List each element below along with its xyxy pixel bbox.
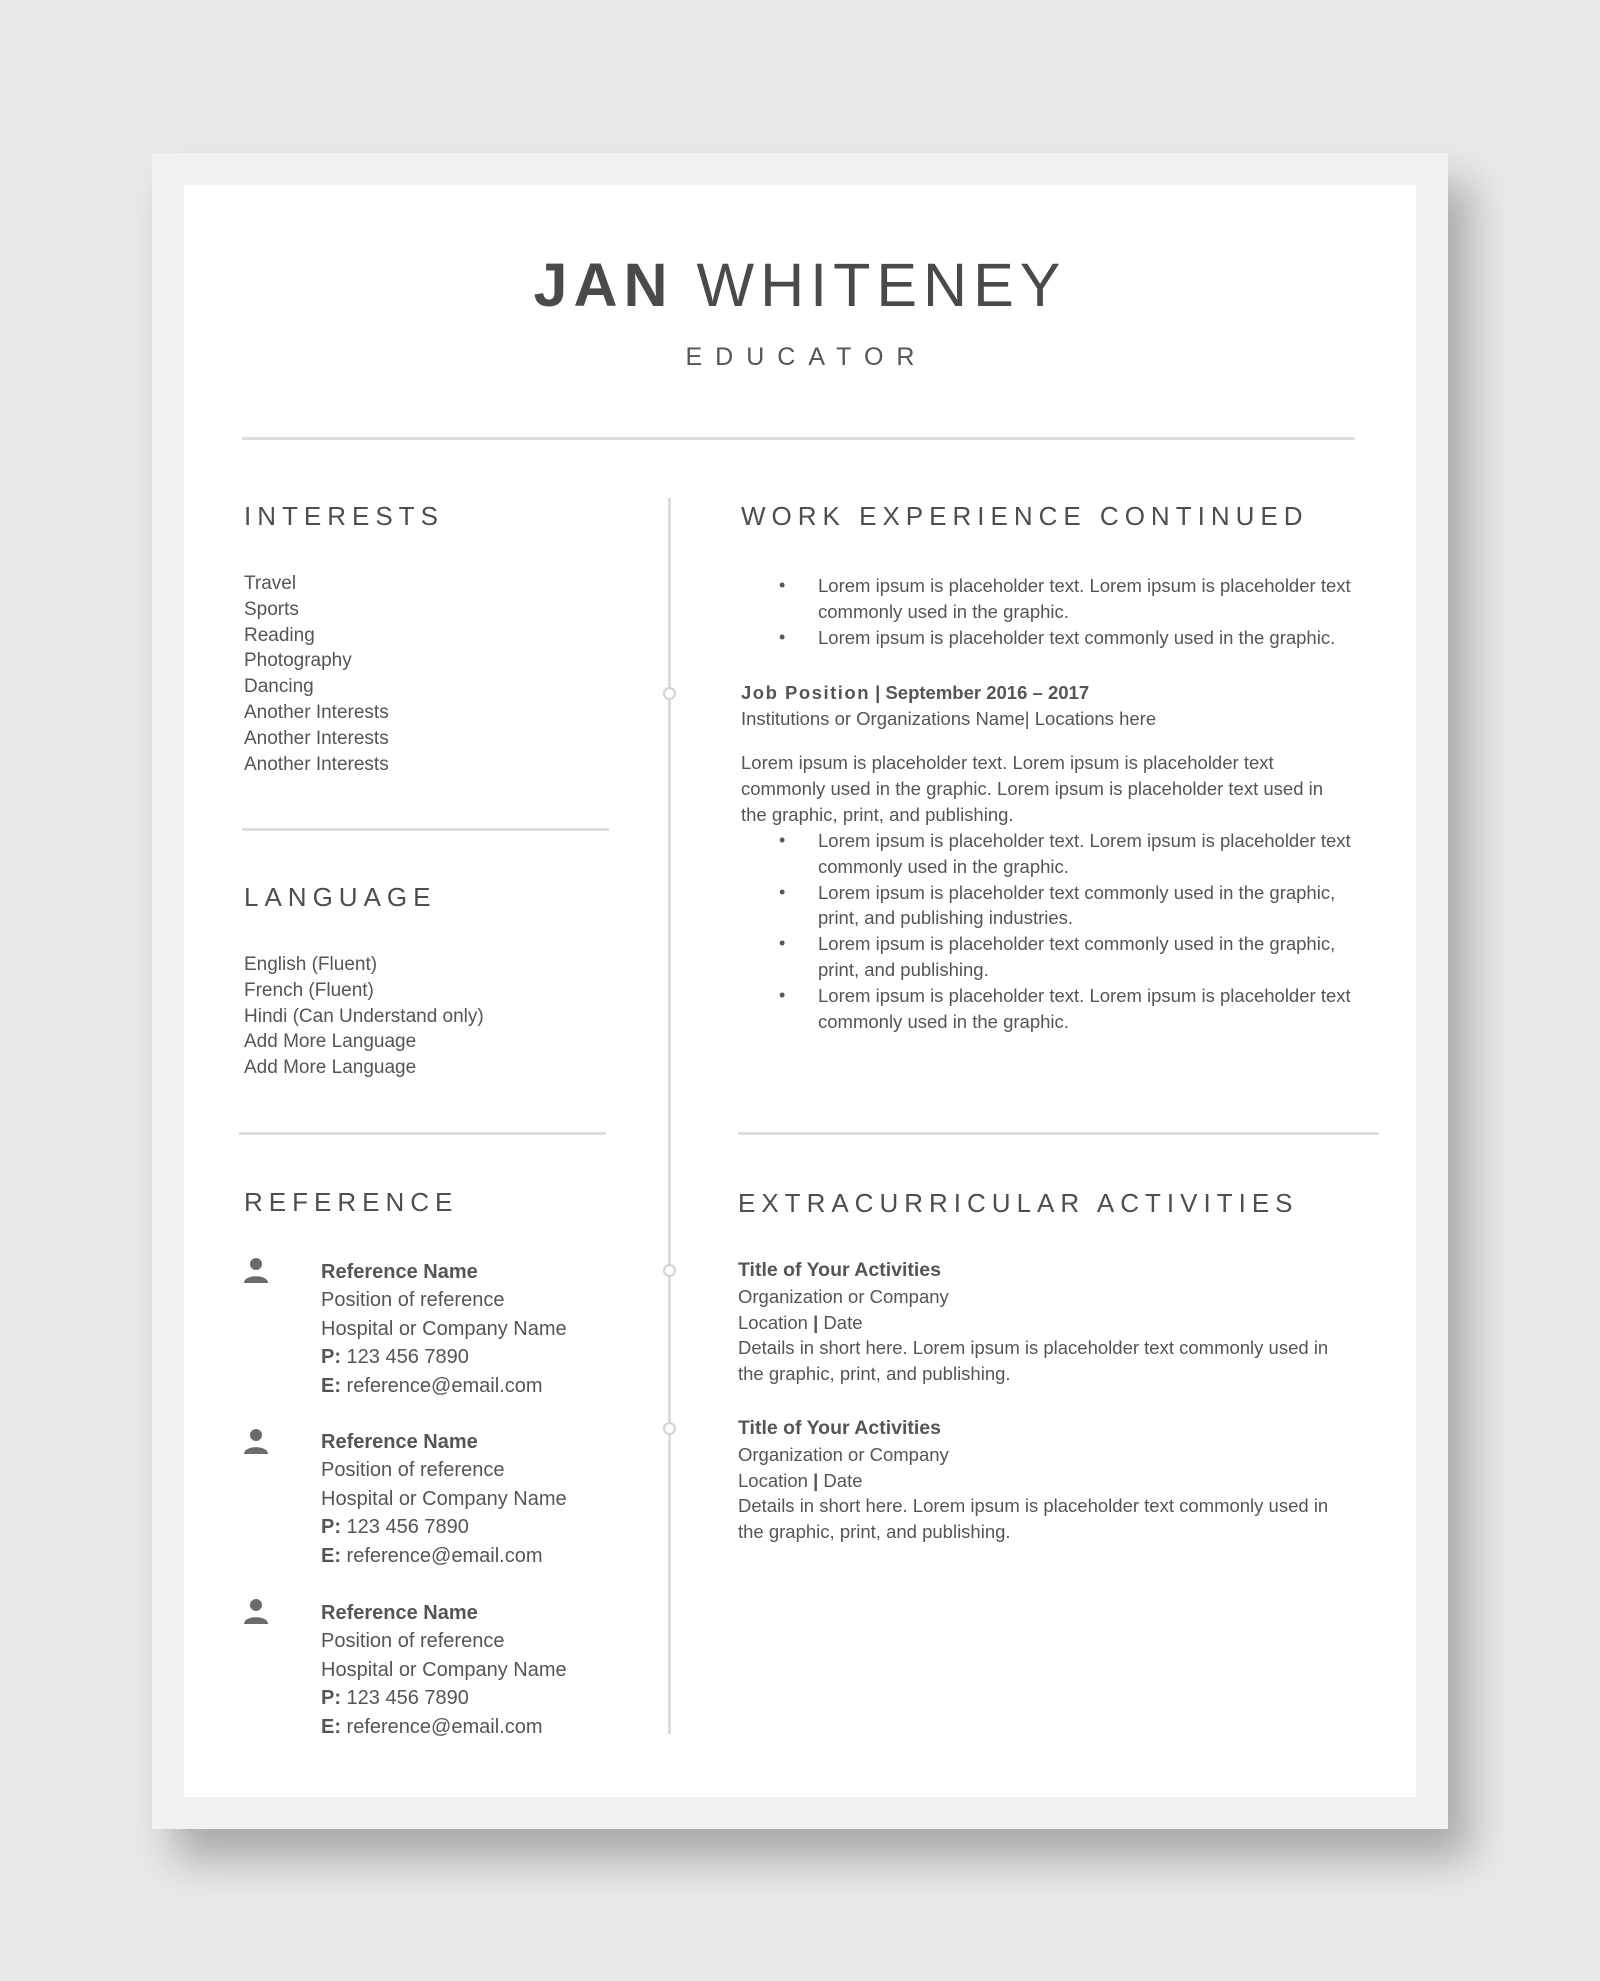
phone-label: P:	[321, 1687, 341, 1710]
activity-organization: Organization or Company	[738, 1443, 949, 1465]
email-label: E:	[321, 1544, 341, 1567]
reference-phone	[321, 1513, 621, 1541]
activity-title: Title of Your Activities	[738, 1417, 941, 1439]
activity-details: Details in short here. Lorem ipsum is placeholder text commonly used in the graphic, print, and publishing.	[738, 1495, 1329, 1543]
timeline-dot	[663, 1264, 676, 1277]
job-header	[741, 680, 1089, 706]
bullet-icon: •	[779, 881, 786, 902]
email-value: reference@email.com	[341, 1374, 543, 1397]
list-item: Another Interests	[244, 727, 389, 749]
bullet-icon: •	[779, 575, 786, 595]
timeline-dot	[663, 687, 676, 700]
reference-name: Reference Name	[321, 1602, 478, 1624]
activity-entry	[738, 1258, 1358, 1387]
bullet-icon: •	[779, 626, 786, 647]
header-divider	[242, 437, 1355, 440]
reference-heading: REFERENCE	[244, 1187, 459, 1217]
person-icon	[242, 1256, 270, 1284]
interests-list	[244, 571, 624, 777]
candidate-name	[0, 251, 1600, 319]
language-list	[244, 952, 644, 1081]
list-item: Travel	[244, 573, 297, 594]
reference-email	[321, 1542, 621, 1570]
list-item: English (Fluent)	[244, 954, 378, 975]
job-position: Job Position	[741, 682, 870, 703]
activity-details: Details in short here. Lorem ipsum is placeholder text commonly used in the graphic, print, and publishing.	[738, 1337, 1329, 1385]
list-item: Another Interests	[244, 753, 389, 775]
list-item: Sports	[244, 598, 299, 620]
section-divider	[242, 828, 609, 831]
email-value: reference@email.com	[341, 1544, 543, 1567]
list-item: • Lorem ipsum is placeholder text commonly used in the graphic.	[741, 625, 1361, 651]
phone-label: P:	[321, 1346, 341, 1369]
timeline-dot	[663, 1422, 676, 1435]
job-bullets	[741, 828, 1361, 1034]
job-separator: |	[870, 682, 886, 703]
list-item: Add More Language	[244, 1057, 417, 1079]
section-divider	[738, 1132, 1379, 1135]
job-dates: September 2016 – 2017	[885, 682, 1090, 703]
reference-name: Reference Name	[321, 1261, 478, 1283]
phone-label: P:	[321, 1516, 341, 1539]
work-heading: WORK EXPERIENCE CONTINUED	[741, 501, 1309, 531]
person-icon	[242, 1597, 270, 1625]
reference-position: Position of reference	[321, 1459, 505, 1482]
list-item: Photography	[244, 650, 352, 672]
reference-position: Position of reference	[321, 1630, 505, 1653]
reference-name: Reference Name	[321, 1431, 478, 1453]
list-item: Reading	[244, 624, 315, 646]
language-heading: LANGUAGE	[244, 882, 437, 912]
list-item: Dancing	[244, 676, 314, 698]
reference-phone	[321, 1343, 621, 1371]
activity-entry	[738, 1416, 1358, 1545]
bullet-icon: •	[779, 830, 786, 850]
list-item: Add More Language	[244, 1031, 417, 1053]
email-label: E:	[321, 1374, 341, 1397]
interests-heading: INTERESTS	[244, 501, 444, 531]
activity-title: Title of Your Activities	[738, 1259, 941, 1281]
person-icon	[242, 1427, 270, 1455]
list-item: • Lorem ipsum is placeholder text. Lorem ipsum is placeholder text commonly used in the graphic.	[779, 984, 1351, 1032]
reference-company: Hospital or Company Name	[321, 1658, 567, 1681]
reference-entry	[321, 1599, 621, 1741]
bullet-icon: •	[779, 933, 786, 954]
job-institution: Institutions or Organizations Name| Locations here	[741, 708, 1157, 729]
list-item: • Lorem ipsum is placeholder text commonly used in the graphic, print, and publishing.	[779, 933, 1336, 980]
work-top-bullets	[741, 573, 1361, 650]
activity-organization: Organization or Company	[738, 1285, 949, 1307]
reference-email	[321, 1713, 621, 1741]
list-item: French (Fluent)	[244, 979, 374, 1001]
list-item: • Lorem ipsum is placeholder text. Lorem ipsum is placeholder text commonly used in the graphic.	[779, 830, 1351, 877]
bullet-icon: •	[779, 984, 786, 1005]
activities-heading: EXTRACURRICULAR ACTIVITIES	[738, 1188, 1299, 1218]
section-divider	[239, 1132, 606, 1135]
list-item: Another Interests	[244, 701, 389, 723]
list-item: Hindi (Can Understand only)	[244, 1005, 484, 1027]
reference-company: Hospital or Company Name	[321, 1487, 567, 1510]
job-description: Lorem ipsum is placeholder text. Lorem ipsum is placeholder text commonly used in the graphic. Lorem ipsum is placeholder text used in the graphic, print, and publishing.	[741, 752, 1324, 825]
reference-email	[321, 1372, 621, 1400]
activity-location-date: Location | Date	[738, 1469, 863, 1491]
phone-value: 123 456 7890	[341, 1346, 469, 1369]
last-name: WHITENEY	[696, 251, 1067, 319]
reference-company: Hospital or Company Name	[321, 1317, 567, 1340]
reference-entry	[321, 1258, 621, 1400]
reference-entry	[321, 1428, 621, 1570]
phone-value: 123 456 7890	[341, 1687, 469, 1710]
reference-phone	[321, 1684, 621, 1712]
reference-position: Position of reference	[321, 1289, 505, 1312]
timeline-line	[668, 498, 671, 1734]
email-value: reference@email.com	[341, 1715, 543, 1738]
job-title: EDUCATOR	[685, 343, 928, 371]
activity-location-date: Location | Date	[738, 1311, 863, 1333]
email-label: E:	[321, 1715, 341, 1738]
first-name: JAN	[533, 251, 674, 319]
list-item: • Lorem ipsum is placeholder text. Lorem ipsum is placeholder text commonly used in the graphic.	[779, 575, 1351, 622]
phone-value: 123 456 7890	[341, 1516, 469, 1539]
list-item: • Lorem ipsum is placeholder text commonly used in the graphic, print, and publishing industries.	[779, 881, 1336, 929]
